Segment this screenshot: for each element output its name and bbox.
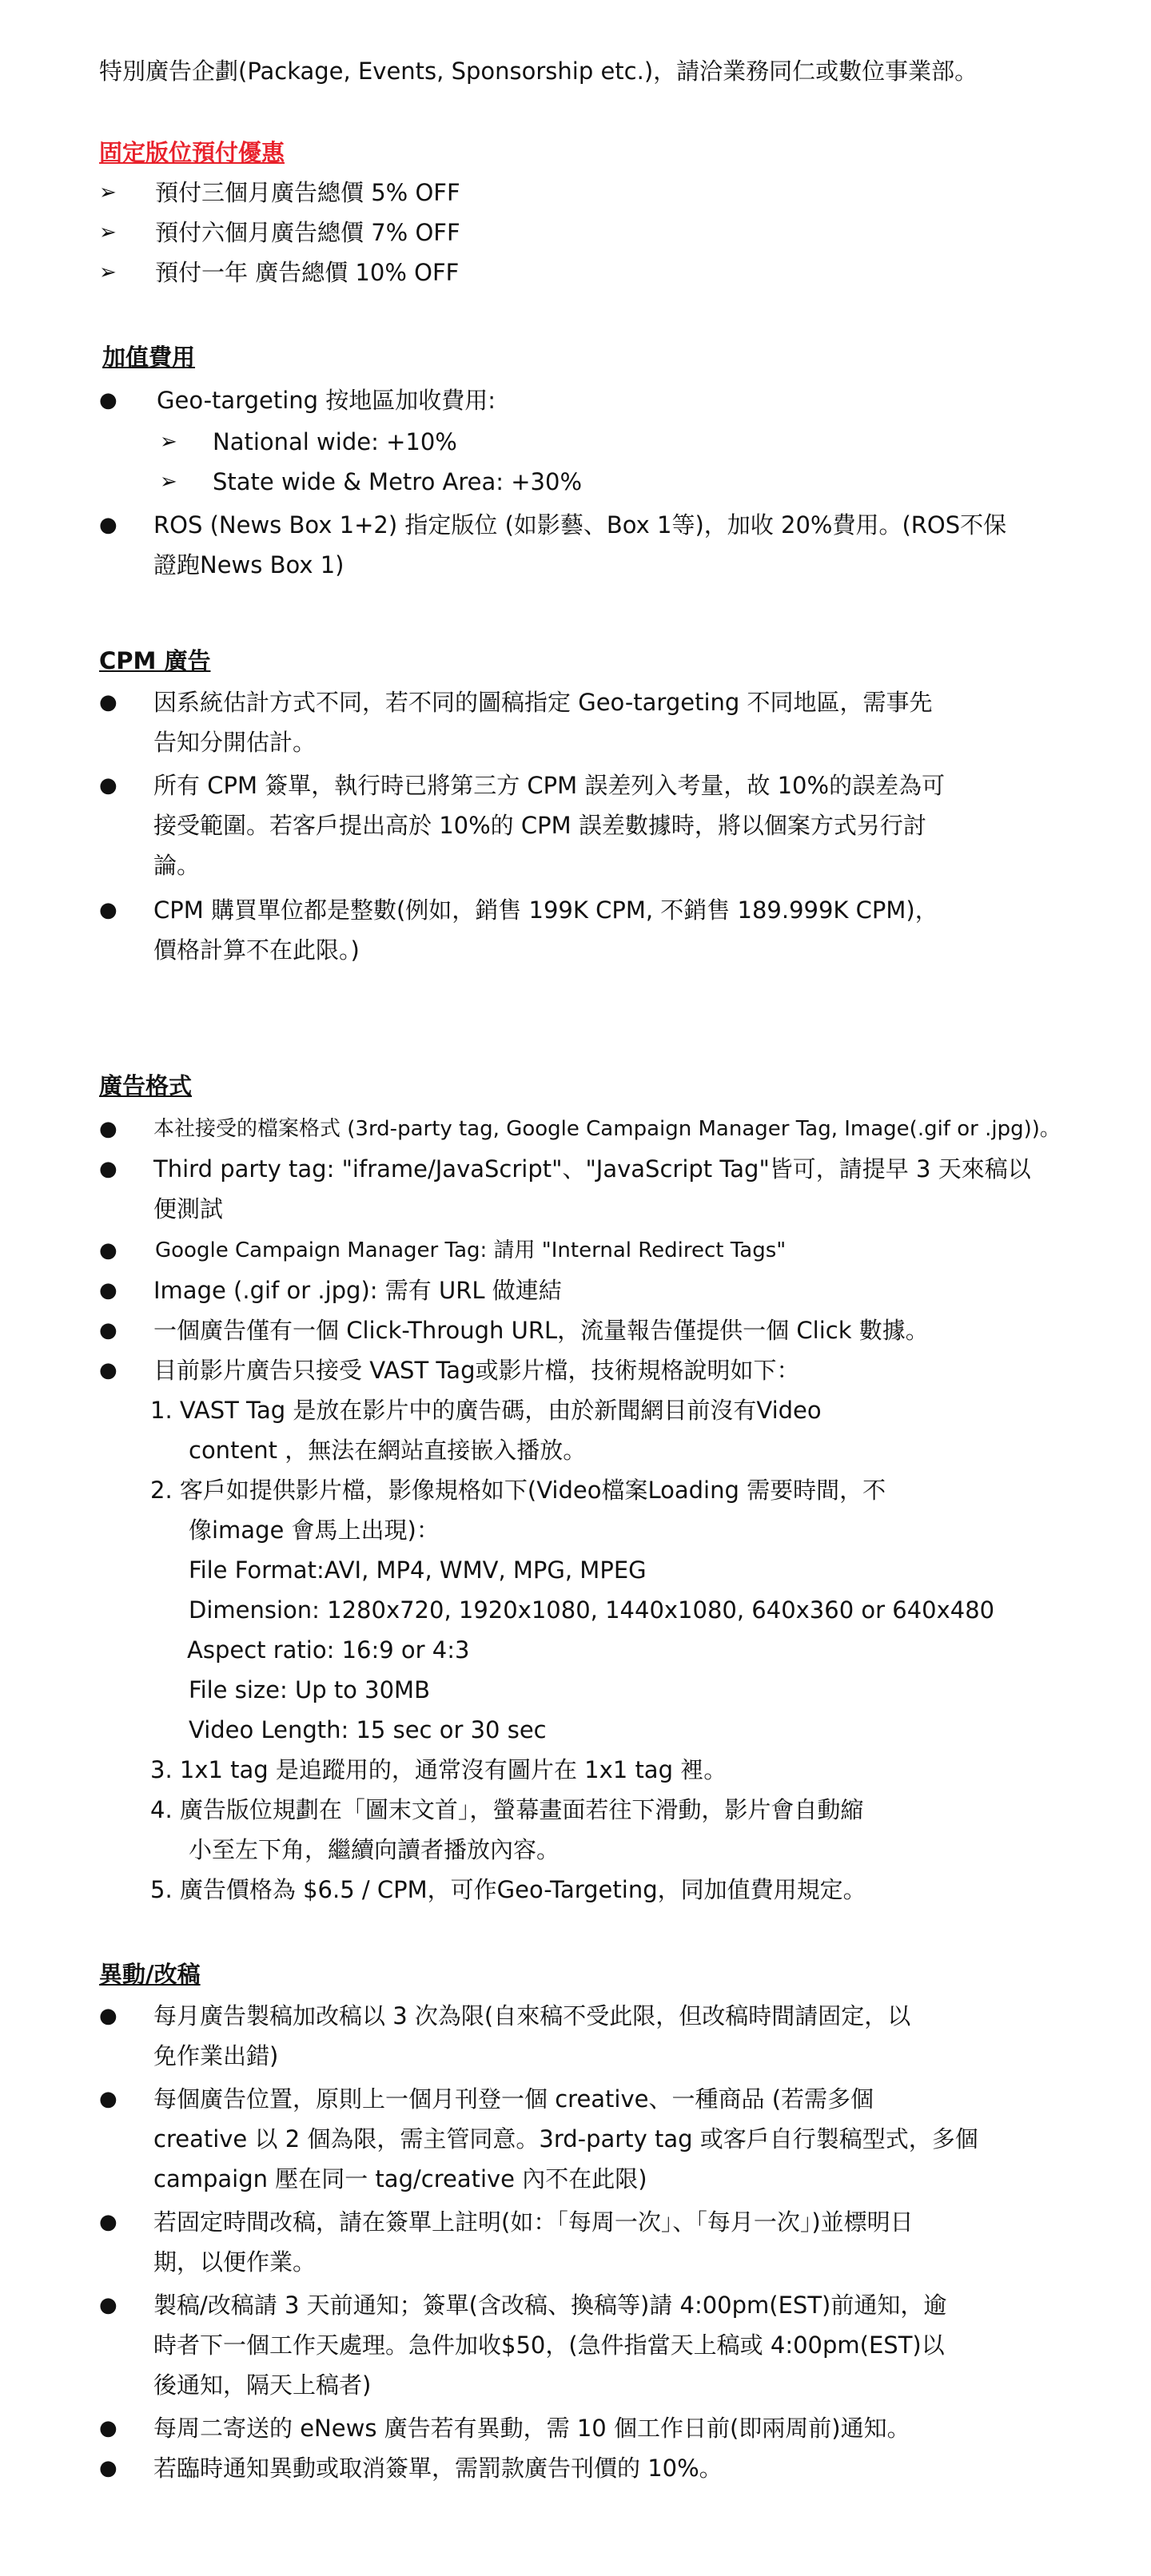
addon-geo-item: National wide: +10%: [213, 428, 457, 455]
arrow-bullet-icon: ➢: [99, 221, 117, 244]
spec-line: Dimension: 1280x720, 1920x1080, 1440x1080, 640x360 or 640x480: [189, 1596, 995, 1624]
bullet-icon: ●: [99, 898, 117, 922]
addon-heading: 加值費用: [102, 344, 196, 371]
bullet-icon: ●: [99, 690, 117, 714]
arrow-bullet-icon: ➢: [99, 260, 117, 284]
format-numbered-item: 2. 客戶如提供影片檔，影像規格如下(Video檔案Loading 需要時間，不: [150, 1477, 886, 1504]
changes-heading: 異動/改稿: [99, 1961, 201, 1988]
addon-ros: 證跑News Box 1): [153, 551, 345, 578]
arrow-bullet-icon: ➢: [160, 430, 177, 454]
changes-bullet: 製稿/改稿請 3 天前通知；簽單(含改稿、換稿等)請 4:00pm(EST)前通知，逾: [153, 2292, 947, 2319]
changes-bullet: 每個廣告位置，原則上一個月刊登一個 creative、一種商品 (若需多個: [153, 2085, 874, 2113]
spec-line: File Format:AVI, MP4, WMV, MPG, MPEG: [189, 1556, 647, 1584]
bullet-icon: ●: [99, 1278, 117, 1302]
cpm-bullet: 論。: [153, 852, 201, 879]
arrow-bullet-icon: ➢: [160, 470, 177, 494]
format-bullet: Third party tag: "iframe/JavaScript"、"JavaScript Tag"皆可，請提早 3 天來稿以: [153, 1155, 1031, 1183]
bullet-icon: ●: [99, 388, 117, 412]
addon-ros: ROS (News Box 1+2) 指定版位 (如影藝、Box 1等)，加收 20%費用。(ROS不保: [153, 511, 1007, 539]
changes-bullet: creative 以 2 個為限，需主管同意。3rd-party tag 或客戶自行製稿型式，多個: [153, 2125, 978, 2153]
changes-bullet: 若臨時通知異動或取消簽單，需罰款廣告刊價的 10%。: [153, 2455, 723, 2482]
bullet-icon: ●: [99, 1238, 117, 1262]
format-numbered-item: 1. VAST Tag 是放在影片中的廣告碼，由於新聞網目前沒有Video: [150, 1397, 822, 1424]
addon-geo: Geo-targeting 按地區加收費用:: [157, 387, 496, 414]
bullet-icon: ●: [99, 1318, 117, 1342]
bullet-icon: ●: [99, 2004, 117, 2028]
bullet-icon: ●: [99, 1117, 117, 1141]
changes-bullet: 每月廣告製稿加改稿以 3 次為限(自來稿不受此限，但改稿時間請固定，以: [153, 2002, 911, 2029]
addon-geo-item: State wide & Metro Area: +30%: [213, 468, 583, 495]
changes-bullet: 期，以便作業。: [153, 2248, 317, 2276]
prepay-item: 預付六個月廣告總價 7% OFF: [155, 219, 460, 246]
changes-bullet: 若固定時間改稿，請在簽單上註明(如：「每周一次」、「每月一次」)並標明日: [153, 2208, 914, 2236]
cpm-bullet: CPM 購買單位都是整數(例如，銷售 199K CPM, 不銷售 189.999K CPM)，: [153, 896, 938, 924]
changes-bullet: 每周二寄送的 eNews 廣告若有異動，需 10 個工作日前(即兩周前)通知。: [153, 2415, 910, 2442]
spec-line: Video Length: 15 sec or 30 sec: [189, 1716, 547, 1743]
bullet-icon: ●: [99, 2416, 117, 2440]
bullet-icon: ●: [99, 1358, 117, 1382]
format-numbered-item: 4. 廣告版位規劃在「圖末文首」，螢幕畫面若往下滑動，影片會自動縮: [150, 1796, 864, 1823]
prepay-item: 預付三個月廣告總價 5% OFF: [155, 179, 460, 206]
prepay-item: 預付一年 廣告總價 10% OFF: [155, 259, 460, 286]
bullet-icon: ●: [99, 2456, 117, 2480]
bullet-icon: ●: [99, 2210, 117, 2234]
format-bullet: 一個廣告僅有一個 Click-Through URL，流量報告僅提供一個 Click 數據。: [153, 1317, 929, 1344]
format-bullet: 目前影片廣告只接受 VAST Tag或影片檔，技術規格說明如下：: [153, 1357, 800, 1384]
bullet-icon: ●: [99, 2293, 117, 2317]
cpm-bullet: 接受範圍。若客戶提出高於 10%的 CPM 誤差數據時，將以個案方式另行討: [153, 812, 926, 839]
cpm-bullet: 價格計算不在此限。): [153, 936, 360, 964]
bullet-icon: ●: [99, 1157, 117, 1181]
prepay-heading: 固定版位預付優惠: [99, 139, 285, 166]
intro-text: 特別廣告企劃(Package, Events, Sponsorship etc.)，請洽業務同仁或數位事業部。: [99, 58, 978, 85]
format-bullet: Image (.gif or .jpg): 需有 URL 做連結: [153, 1277, 562, 1304]
bullet-icon: ●: [99, 513, 117, 537]
format-numbered-item: content ，無法在網站直接嵌入播放。: [189, 1437, 587, 1464]
format-numbered-item: 小至左下角，繼續向讀者播放內容。: [189, 1836, 560, 1863]
changes-bullet: 後通知，隔天上稿者): [153, 2371, 372, 2399]
changes-bullet: 時者下一個工作天處理。急件加收$50，(急件指當天上稿或 4:00pm(EST)以: [153, 2332, 945, 2359]
bullet-icon: ●: [99, 2087, 117, 2111]
changes-bullet: campaign 壓在同一 tag/creative 內不在此限): [153, 2165, 647, 2192]
format-bullet: Google Campaign Manager Tag: 請用 "Internal Redirect Tags": [155, 1238, 787, 1262]
format-heading: 廣告格式: [99, 1072, 193, 1099]
cpm-bullet: 告知分開估計。: [153, 729, 317, 756]
cpm-bullet: 所有 CPM 簽單，執行時已將第三方 CPM 誤差列入考量，故 10%的誤差為可: [153, 772, 946, 799]
spec-line: File size: Up to 30MB: [189, 1676, 430, 1703]
arrow-bullet-icon: ➢: [99, 181, 117, 205]
cpm-heading: CPM 廣告: [99, 647, 211, 674]
changes-bullet: 免作業出錯): [153, 2042, 279, 2069]
format-numbered-item: 3. 1x1 tag 是追蹤用的，通常沒有圖片在 1x1 tag 裡。: [150, 1756, 727, 1783]
format-numbered-item: 像image 會馬上出現)：: [189, 1517, 440, 1544]
format-bullet: 便測試: [153, 1195, 224, 1222]
cpm-bullet: 因系統估計方式不同，若不同的圖稿指定 Geo-targeting 不同地區，需事先: [153, 689, 933, 716]
bullet-icon: ●: [99, 773, 117, 797]
format-numbered-item: 5. 廣告價格為 $6.5 / CPM，可作Geo-Targeting，同加值費用規定。: [150, 1876, 866, 1903]
spec-line: Aspect ratio: 16:9 or 4:3: [187, 1636, 470, 1664]
format-bullet: 本社接受的檔案格式 (3rd-party tag, Google Campaign Manager Tag, Image(.gif or .jpg))。: [153, 1117, 1061, 1141]
